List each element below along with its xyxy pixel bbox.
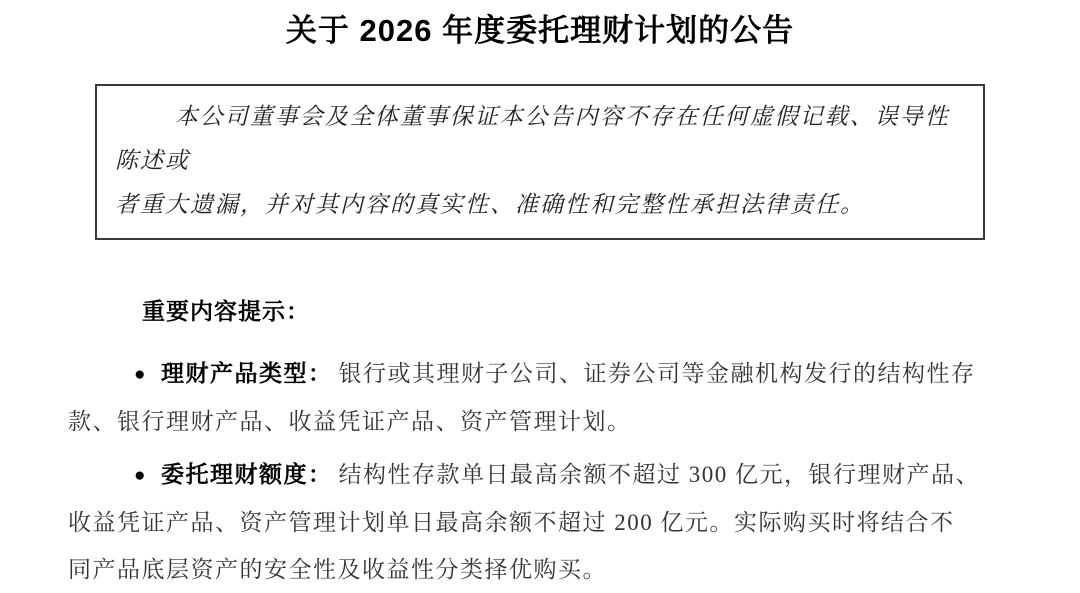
statement-line: 者重大遗漏，并对其内容的真实性、准确性和完整性承担法律责任。: [115, 192, 865, 217]
bullet-label: 理财产品类型：: [160, 360, 333, 386]
paragraph-line: 款、银行理财产品、收益凭证产品、资产管理计划。: [68, 409, 632, 434]
paragraph-line: [68, 451, 1010, 499]
paragraph-line: 同产品底层资产的安全性及收益性分类择优购买。: [68, 557, 607, 582]
bullet-item-quota: [68, 451, 1010, 593]
bullet-text: 银行或其理财子公司、证券公司等金融机构发行的结构性存: [338, 361, 976, 386]
bullet-icon: ●: [134, 465, 147, 486]
paragraph-line: [68, 350, 1010, 398]
statement-line: 本公司董事会及全体董事保证本公告内容不存在任何虚假记载、误导性陈述或: [115, 104, 950, 173]
bullet-icon: ●: [134, 364, 147, 385]
bullet-item-product-types: [68, 350, 1010, 445]
bullet-text: 结构性存款单日最高余额不超过 300 亿元，银行理财产品、: [338, 462, 980, 487]
section-heading: 重要内容提示：: [142, 298, 310, 324]
bullet-label: 委托理财额度：: [160, 461, 333, 487]
document-body: [68, 295, 1010, 593]
board-statement-box: [95, 84, 985, 240]
paragraph-line: 收益凭证产品、资产管理计划单日最高余额不超过 200 亿元。实际购买时将结合不: [68, 510, 955, 535]
page-title: 关于 2026 年度委托理财计划的公告: [285, 13, 795, 48]
